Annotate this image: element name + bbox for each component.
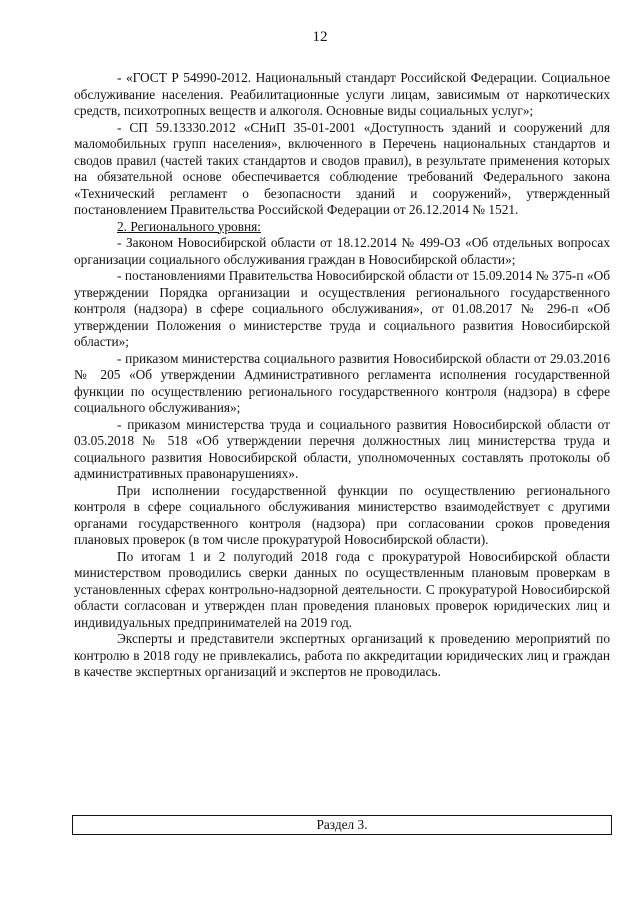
paragraph-order-518: - приказом министерства труда и социального развития Новосибирской области от 03.05.2018 № 518 «Об утверждении перечня должностных лиц министерства труда и социального развития Новосибирской области, уполномоченных составлять протоколы об административных правонарушениях». — [74, 416, 610, 481]
paragraph-gost: - «ГОСТ Р 54990-2012. Национальный стандарт Российской Федерации. Социальное обслуживание населения. Реабилитационные услуги лицам, зависимым от наркотических средств, психотропных веществ и алкоголя. Основные виды социальных услуг»; — [74, 70, 610, 118]
paragraph-order-205: - приказом министерства социального развития Новосибирской области от 29.03.2016 № 205 «Об утверждении Административного регламента исполнения государственной функции по осуществлению регионального государственного контроля (надзора) в сфере социального обслуживания»; — [74, 350, 610, 415]
document-body — [74, 70, 610, 681]
paragraph-law: - Законом Новосибирской области от 18.12.2014 № 499-ОЗ «Об отдельных вопросах организации социального обслуживания граждан в Новосибирской области»; — [74, 235, 610, 267]
paragraph-results-2018: По итогам 1 и 2 полугодий 2018 года с прокуратурой Новосибирской области министерством проводились сверки данных по осуществленным плановым проверкам в установленных сферах контрольно-надзорной деятельности. С прокуратурой Новосибирской области согласован и утвержден план проведения плановых проверок юридических лиц и индивидуальных предпринимателей на 2019 год. — [74, 548, 610, 630]
section-heading-regional: 2. Регионального уровня: — [117, 218, 261, 234]
paragraph-government-resolutions: - постановлениями Правительства Новосибирской области от 15.09.2014 № 375-п «Об утверждении Порядка организации и осуществления регионального государственного контроля (надзора) в сфере социального обслуживания», от 01.08.2017 № 296-п «Об утверждении Положения о министерстве труда и социального развития Новосибирской области»; — [74, 268, 610, 349]
section-title-box: Раздел 3. — [72, 815, 612, 835]
page-number: 12 — [312, 29, 328, 45]
paragraph-sp: - СП 59.13330.2012 «СНиП 35-01-2001 «Доступность зданий и сооружений для маломобильных групп населения», включенного в Перечень национальных стандартов и сводов правил (частей таких стандартов и сводов правил), в результате применения которых на обязательной основе обеспечивается соблюдение требований Федерального закона «Технический регламент о безопасности зданий и сооружений», утвержденный постановлением Правительства Российской Федерации от 26.12.2014 № 1521. — [74, 119, 610, 217]
paragraph-interaction: При исполнении государственной функции по осуществлению регионального контроля в сфере социального обслуживания министерство взаимодействует с другими органами государственного контроля (надзора) при согласовании сроков проведения плановых проверок (в том числе прокуратурой Новосибирской области). — [74, 482, 610, 547]
paragraph-experts: Эксперты и представители экспертных организаций к проведению мероприятий по контролю в 2018 году не привлекались, работа по аккредитации юридических лиц и граждан в качестве экспертных организаций и экспертов не проводилась. — [74, 631, 610, 679]
